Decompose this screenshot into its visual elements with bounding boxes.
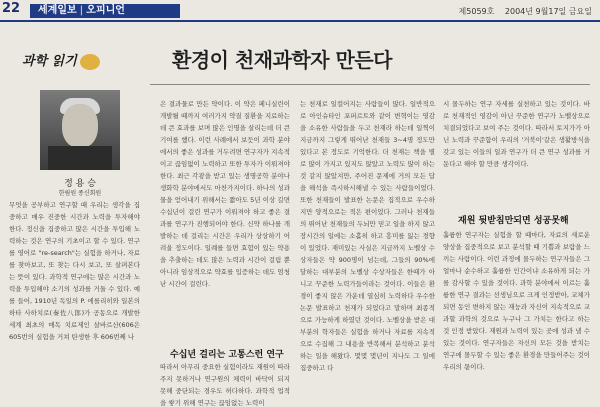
author-name: 정 용 승 bbox=[64, 179, 96, 189]
article-column-2-tail bbox=[160, 361, 290, 407]
article-column-4-tail bbox=[443, 229, 590, 373]
column-logo bbox=[22, 50, 132, 72]
issue-date: 2004년 9월17일 금요일 bbox=[504, 7, 592, 16]
body-text: 은 결과물로 만든 약이다. 이 약은 페니실린이 개발될 때까지 여러가지 약질 질환을 지료하는 데 큰 효과를 보며 많은 인명을 살리는데 더 큰 기여를 했다. 이런 사례에서 보듯이 과학 분야에서의 좋은 성과를 거두려면 연구자가 지속적이고 끊임없이 노력하고 또한 투자가 이뤄져야 한다. 최근 각광을 받고 있는 생명공학 분야나 생화학 분야에서도 마찬가지이다. 하나의 성과물을 얻어내기 위해서는 짧아도 5년 이상 길면 수십년이 걸린 연구가 이뤄져야 하고 좋은 결과를 연구가 진행되어야 한다. 신약 하나를 개발하는 데 걸리는 시간은 우리가 상상하기 어려울 정도이다. 일례를 들면 효험이 있는 약용을 추출하는 데도 많은 노력과 시간이 걸림 뿐 아니라 임상적으로 약효를 입증하는 데도 엄청난 시간이 걸린다. bbox=[160, 100, 290, 288]
article-column-4 bbox=[443, 98, 590, 170]
paper-name: 세계일보 bbox=[38, 5, 77, 16]
photo-face bbox=[62, 104, 98, 148]
page-number: 22 bbox=[2, 1, 21, 16]
body-text: 무엇을 공부하고 연구할 때 우리는 생각을 집중하고 매우 진중한 시간과 노력을 투자해야 한다. 정신을 집중하고 많은 시간을 투입해 노력하는 것은 연구의 기초이고 할 수 있다. 연구를 영어로 "re-search"는 실험을 하거나, 자료를 찾아보고, 또 찾는 다시 보고, 또 살펴본다는 뜻이 있다. 과학적 연구에는 많은 시간과 노력을 투입해야 소기의 성과를 거둘 수 있다. 예를 들어, 1910년 독일의 P. 에를리히와 일본의 하타 사하치로(秦佐八郎)가 공동으로 개발한 세계 최초의 매독 치료제인 살바르산(606은 605번의 실험을 거쳐 탄생한 후 606번째 나 bbox=[9, 201, 140, 341]
column-logo-text: 과학 읽기 bbox=[22, 54, 77, 69]
column-logo-mark bbox=[80, 54, 100, 70]
header-rule bbox=[0, 20, 600, 22]
subheading: 수십년 걸리는 고통스런 연구 bbox=[170, 350, 284, 360]
photo-suit bbox=[48, 146, 112, 170]
subheading: 재원 뒷받침만되면 성공못해 bbox=[458, 216, 569, 226]
page-header bbox=[0, 0, 600, 20]
author-photo bbox=[40, 90, 120, 170]
title-rule bbox=[150, 84, 590, 85]
author-role: 한림원 종신회원 bbox=[58, 190, 102, 197]
body-text: 훌륭한 연구자는 실험을 할 때마다, 자료의 새로운 양상을 집중적으로 보고 분석할 때 기쁨과 보람을 느끼는 사람이다. 이런 과정에 몰두하는 연구자들은 그 얼마나 순수하고 훌륭한 인간이냐 소유하게 되는 가를 감사할 수 있을 것이다. 과학 분야에서 이르는 훌륭한 연구 결과는 선생님으로 크게 인정받아, 교체가 되면 동인 변하지 않는 재능과 자신이 지속적으로 교과할 과학의 것으로 누구나 그 가치는 한다고 하는 것 인정 받았다. 재원과 노력이 있는 곳에 성과 낼 수 있는 것이다. 연구자들은 자신의 모든 것을 받치는 연구에 몰두할 수 있는 좋은 환경을 만들어주는 것이 우리의 몫이다. bbox=[443, 231, 590, 371]
separator: | bbox=[79, 5, 84, 16]
section-bar bbox=[30, 4, 180, 18]
header-meta bbox=[451, 6, 592, 17]
issue-number: 제5059호 bbox=[458, 7, 495, 16]
article-column-3 bbox=[300, 98, 435, 374]
body-text: 시 몰두하는 연구 자세를 실천하고 있는 것이다. 바로 천재적인 영감이 아닌 꾸준한 연구가 노벨상으로 치결되었다고 보여 주는 것이다. 따라서 토지가가 아닌 노력과 꾸준함이 우리의 '거북이'같은 생활방식을 갖고 있는 이들의 일과 연구가 더 큰 연구 성과를 거둔다고 해야 할 만큼 생각이다. bbox=[443, 100, 590, 168]
article-column-2 bbox=[160, 98, 290, 290]
body-text: 는 천재로 일컬어지는 사람들이 많다. 일반적으로 아인슈타인 포퍼르트와 같이 변혁이는 영감을 소유한 사람들을 두고 천재라 하는데 일찍이 지금까지 그렇게 뛰어난 천재들 3~4명 정도만 있다고 본 정도로 기억한다. 더 천재는 책을 별로 많이 가지고 있지도 않았고 노력도 많이 하는 것 같지 않았지만, 주어진 문제에 거의 모든 답을 해석을 즉시하시해낼 수 있는 사람들이었다. 또한 천재들이 발표한 논문은 집적으로 우수하지만 양적으로는 적은 편이었다. 그러나 천재들의 뛰어난 천재들의 두뇌만 믿고 일을 하지 않고 장시간의 일에는 소홀히 하고 흥미를 잃는 경향이 있었다. 재미있는 사실은 지금까지 노벨상 수상자들은 약 900명이 넘는데, 그들의 90%에 달하는 대부분의 노벨상 수상자들은 한때가 아니고 꾸준한 노력가들이라는 것이다. 이들은 환경이 좋지 않은 가운데 열심히 노력하다 우수한 논문 발표하고 천재가 되었다고 말하며 최종적으로 가능하게 하였던 것이다. 노벨상을 받은 대부분의 학자들은 실험을 하거나 자료를 지속적으로 수집해 그 내용을 반복해서 분석하고 분석하는 일을 해왔다. 몇몇 몇년이 지나도 그 일에 집중하고 다 bbox=[300, 100, 435, 372]
article-column-1 bbox=[9, 199, 140, 343]
body-text: 따라서 아무리 중요한 실험이라도 재원이 따라주지 못하거나 연구원의 체력이 바닥이 되지 못해 중단되는 경우도 허다하다. 과학적 업적을 쌓기 위해 연구는 끊임없는 노력이 bbox=[160, 363, 290, 407]
section-name: 오피니언 bbox=[86, 5, 125, 16]
article-title: 환경이 천재과학자 만든다 bbox=[172, 48, 392, 72]
